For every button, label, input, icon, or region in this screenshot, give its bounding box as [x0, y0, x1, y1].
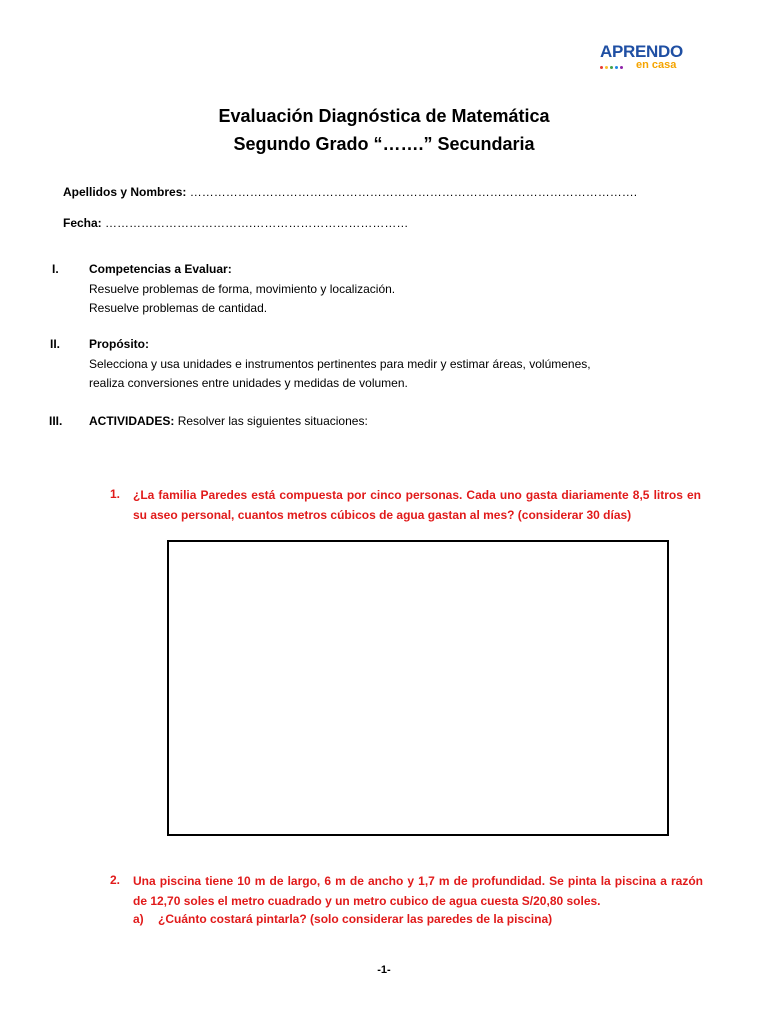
question-1-number: 1. [110, 487, 121, 501]
question-2-text: Una piscina tiene 10 m de largo, 6 m de ancho y 1,7 m de profundidad. Se pinta la piscina a razón de 12,70 soles el metro cuadrado y un metro cubico de agua cuesta S/20,80 soles. [133, 874, 703, 908]
question-1-text: ¿La familia Paredes está compuesta por cinco personas. Cada uno gasta diariamente 8,5 litros en su aseo personal, cuantos metros cúbicos de agua gastan al mes? (considerar 30 días) [133, 488, 701, 522]
section-3-heading: ACTIVIDADES: [89, 414, 175, 428]
section-1-heading: Competencias a Evaluar: [89, 262, 232, 276]
question-2a-number: a) [133, 912, 144, 926]
document-title: Evaluación Diagnóstica de Matemática [218, 106, 550, 126]
section-2-heading: Propósito: [89, 337, 149, 351]
logo-dot [605, 66, 608, 69]
logo-text-aprendo: APRENDO [600, 42, 683, 61]
date-field [63, 216, 408, 230]
date-label: Fecha: [63, 216, 102, 230]
logo-dots [600, 63, 625, 72]
aprendo-en-casa-logo [598, 42, 690, 72]
question-2-number: 2. [110, 873, 121, 887]
answer-box[interactable] [167, 540, 669, 836]
section-3-text: Resolver las siguientes situaciones: [177, 414, 368, 428]
section-2-line-2: realiza conversiones entre unidades y medidas de volumen. [89, 376, 408, 390]
document-subtitle: Segundo Grado “…….” Secundaria [233, 134, 535, 154]
section-2-number: II. [50, 337, 61, 351]
name-blank-line: …………………………………………………………………………………………………. [189, 185, 638, 199]
logo-dot [615, 66, 618, 69]
name-label: Apellidos y Nombres: [63, 185, 187, 199]
section-2-line-1: Selecciona y usa unidades e instrumentos pertinentes para medir y estimar áreas, volúmenes, [89, 357, 591, 371]
date-blank-line: ……………………………….………………………………… [105, 216, 409, 230]
section-1-line-1: Resuelve problemas de forma, movimiento y localización. [89, 282, 396, 296]
logo-dot [620, 66, 623, 69]
logo-dot [600, 66, 603, 69]
section-1-number: I. [52, 262, 59, 276]
section-1-line-2: Resuelve problemas de cantidad. [89, 301, 268, 315]
logo-dot [610, 66, 613, 69]
section-3-line [89, 414, 368, 428]
page-number: -1- [377, 964, 391, 976]
name-field [63, 185, 637, 199]
question-2a-text: ¿Cuánto costará pintarla? (solo considerar las paredes de la piscina) [158, 912, 553, 926]
section-3-number: III. [49, 414, 63, 428]
logo-text-en-casa: en casa [636, 59, 677, 71]
